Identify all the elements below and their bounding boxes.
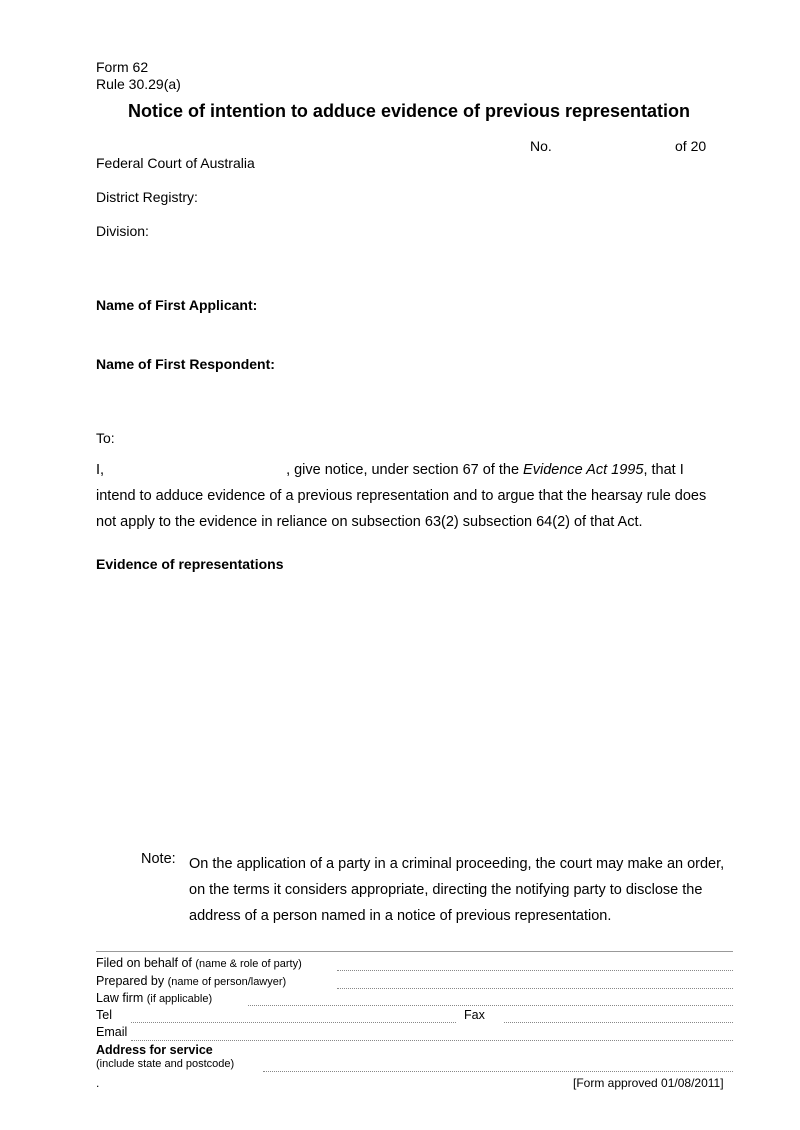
email-field[interactable] xyxy=(131,1040,733,1041)
notice-line1-end: , that I xyxy=(643,462,684,478)
district-registry-label: District Registry: xyxy=(96,189,198,205)
filed-on-behalf-hint: (name & role of party) xyxy=(195,958,302,970)
first-respondent-label: Name of First Respondent: xyxy=(96,356,275,372)
note-label: Note: xyxy=(141,851,176,867)
note-text: On the application of a party in a criminal proceeding, the court may make an order, on the terms it considers appropriate, directing the notifying party to disclose the address of a person named in a notice of previous representation. xyxy=(189,856,725,924)
notice-paragraph xyxy=(96,457,726,535)
notice-statement: , give notice, under section 67 of the xyxy=(286,462,524,478)
address-hint: (include state and postcode) xyxy=(96,1058,235,1070)
evidence-heading: Evidence of representations xyxy=(96,556,284,572)
first-applicant-label: Name of First Applicant: xyxy=(96,297,258,313)
tel-label: Tel xyxy=(96,1008,112,1022)
rule-reference: Rule 30.29(a) xyxy=(96,76,181,92)
fax-field[interactable] xyxy=(504,1022,733,1023)
law-firm-text: Law firm xyxy=(96,991,144,1005)
notice-line-3: not apply to the evidence in reliance on subsection 63(2) subsection 64(2) of that Act. xyxy=(96,514,643,530)
prepared-by-label xyxy=(96,974,286,988)
prepared-by-field[interactable] xyxy=(337,988,733,989)
law-firm-hint: (if applicable) xyxy=(146,993,213,1005)
address-for-service-label: Address for service xyxy=(96,1043,213,1057)
law-firm-label xyxy=(96,991,212,1005)
email-label: Email xyxy=(96,1025,128,1039)
address-field[interactable] xyxy=(263,1071,733,1072)
file-number-label: No. xyxy=(530,138,552,154)
to-label: To: xyxy=(96,430,115,446)
act-name: Evidence Act 1995 xyxy=(523,462,644,478)
filed-on-behalf-label xyxy=(96,956,302,970)
form-number: Form 62 xyxy=(96,59,149,75)
court-name: Federal Court of Australia xyxy=(96,155,255,171)
file-year-label: of 20 xyxy=(675,138,707,154)
notice-i: I, xyxy=(96,462,105,478)
footer-dot: . xyxy=(96,1076,100,1090)
prepared-by-text: Prepared by xyxy=(96,974,165,988)
division-label: Division: xyxy=(96,223,149,239)
document-title: Notice of intention to adduce evidence of previous representation xyxy=(127,101,691,121)
prepared-by-hint: (name of person/lawyer) xyxy=(167,976,287,988)
tel-field[interactable] xyxy=(131,1022,456,1023)
fax-label: Fax xyxy=(464,1008,485,1022)
footer-divider xyxy=(96,951,733,952)
notice-line-1 xyxy=(96,457,726,483)
form-approved-date: [Form approved 01/08/2011] xyxy=(573,1076,724,1090)
filed-on-behalf-text: Filed on behalf of xyxy=(96,956,192,970)
law-firm-field[interactable] xyxy=(248,1005,733,1006)
notice-line-2: intend to adduce evidence of a previous representation and to argue that the hearsay rule does xyxy=(96,488,707,504)
filed-on-behalf-field[interactable] xyxy=(337,970,733,971)
